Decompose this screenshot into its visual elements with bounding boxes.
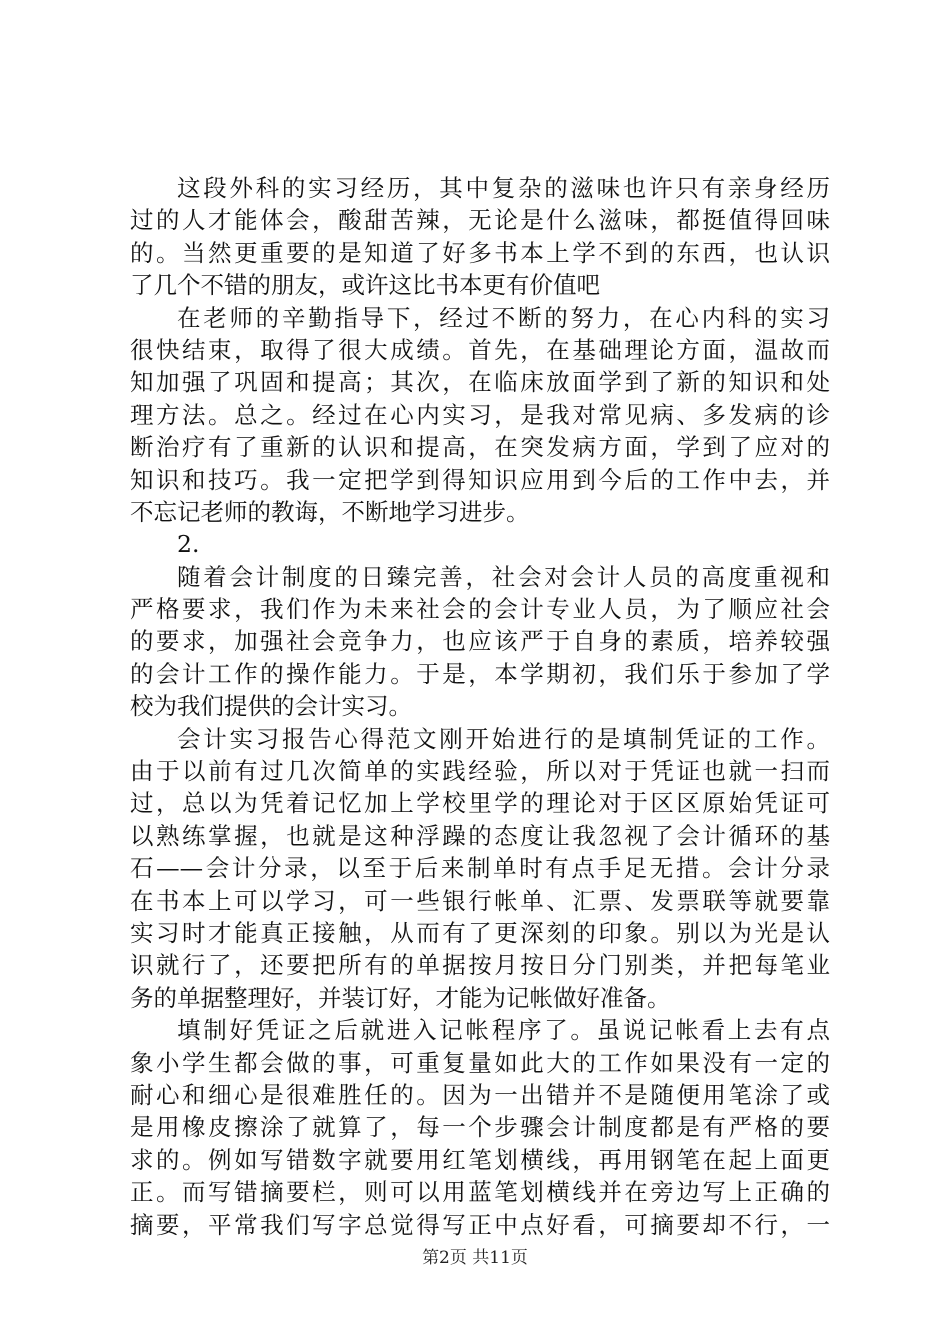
paragraph-line: 的会计工作的操作能力。于是，本学期初，我们乐于参加了学 bbox=[130, 659, 830, 688]
paragraph-line: 实习时才能真正接触，从而有了更深刻的印象。别以为光是认 bbox=[130, 918, 830, 947]
paragraph-line: 不忘记老师的教诲，不断地学习进步。 bbox=[130, 497, 530, 526]
paragraph-line: 在老师的辛勤指导下，经过不断的努力，在心内科的实习 bbox=[177, 303, 830, 332]
paragraph-line: 务的单据整理好，并装订好，才能为记帐做好准备。 bbox=[130, 983, 671, 1012]
paragraph-line: 知识和技巧。我一定把学到得知识应用到今后的工作中去，并 bbox=[130, 465, 830, 494]
paragraph-line: 求的。例如写错数字就要用红笔划横线，再用钢笔在起上面更 bbox=[130, 1145, 830, 1174]
paragraph-line: 石——会计分录，以至于后来制单时有点手足无措。会计分录 bbox=[130, 854, 830, 883]
paragraph-line: 校为我们提供的会计实习。 bbox=[130, 692, 412, 721]
paragraph-line: 填制好凭证之后就进入记帐程序了。虽说记帐看上去有点 bbox=[177, 1016, 830, 1045]
section-number: 2. bbox=[177, 530, 200, 559]
paragraph-line: 断治疗有了重新的认识和提高，在突发病方面，学到了应对的 bbox=[130, 433, 830, 462]
paragraph-line: 摘要，平常我们写字总觉得写正中点好看，可摘要却不行，一 bbox=[130, 1210, 830, 1239]
paragraph-line: 知加强了巩固和提高；其次，在临床放面学到了新的知识和处 bbox=[130, 368, 830, 397]
paragraph-line: 象小学生都会做的事，可重复量如此大的工作如果没有一定的 bbox=[130, 1048, 830, 1077]
paragraph-line: 会计实习报告心得范文刚开始进行的是填制凭证的工作。 bbox=[177, 724, 830, 753]
paragraph-line: 严格要求，我们作为未来社会的会计专业人员，为了顺应社会 bbox=[130, 595, 830, 624]
paragraph-line: 过，总以为凭着记忆加上学校里学的理论对于区区原始凭证可 bbox=[130, 789, 830, 818]
paragraph-line: 这段外科的实习经历，其中复杂的滋味也许只有亲身经历 bbox=[177, 174, 830, 202]
paragraph-line: 很快结束，取得了很大成绩。首先，在基础理论方面，温故而 bbox=[130, 335, 830, 364]
document-body bbox=[130, 172, 830, 1241]
page-footer bbox=[0, 1243, 950, 1268]
page-number-label: 第2页 共11页 bbox=[422, 1248, 528, 1268]
paragraph-line: 识就行了，还要把所有的单据按月按日分门别类，并把每笔业 bbox=[130, 951, 830, 980]
paragraph-line: 由于以前有过几次简单的实践经验，所以对于凭证也就一扫而 bbox=[130, 757, 830, 786]
paragraph-line: 以熟练掌握，也就是这种浮躁的态度让我忽视了会计循环的基 bbox=[130, 821, 830, 850]
paragraph-line: 正。而写错摘要栏，则可以用蓝笔划横线并在旁边写上正确的 bbox=[130, 1178, 830, 1207]
paragraph-line: 理方法。总之。经过在心内实习，是我对常见病、多发病的诊 bbox=[130, 400, 830, 429]
paragraph-line: 过的人才能体会，酸甜苦辣，无论是什么滋味，都挺值得回味 bbox=[130, 206, 830, 235]
paragraph-line: 是用橡皮擦涂了就算了，每一个步骤会计制度都是有严格的要 bbox=[130, 1113, 830, 1142]
paragraph-line: 耐心和细心是很难胜任的。因为一出错并不是随便用笔涂了或 bbox=[130, 1080, 830, 1109]
paragraph-line: 了几个不错的朋友，或许这比书本更有价值吧 bbox=[130, 271, 600, 300]
paragraph-line: 在书本上可以学习，可一些银行帐单、汇票、发票联等就要靠 bbox=[130, 886, 830, 915]
paragraph-line: 的要求，加强社会竞争力，也应该严于自身的素质，培养较强 bbox=[130, 627, 830, 656]
paragraph-line: 的。当然更重要的是知道了好多书本上学不到的东西，也认识 bbox=[130, 238, 830, 267]
paragraph-line: 随着会计制度的日臻完善，社会对会计人员的高度重视和 bbox=[177, 562, 830, 591]
